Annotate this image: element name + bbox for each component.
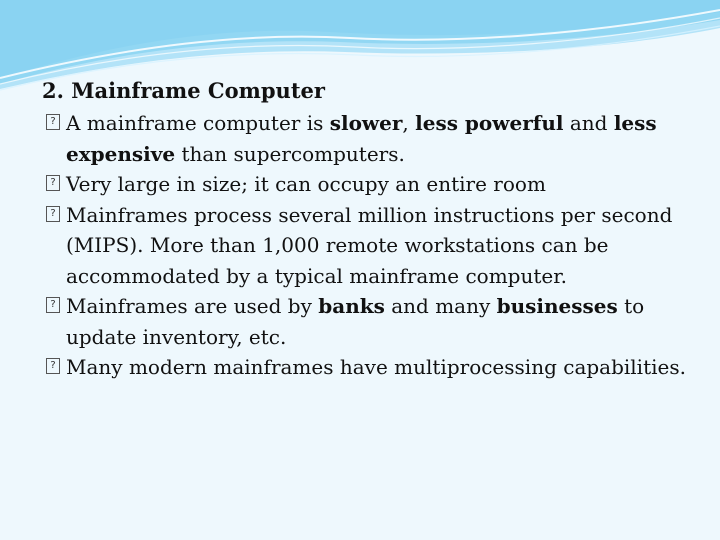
bullet-text xyxy=(66,352,692,383)
bullet-marker-icon xyxy=(42,204,64,224)
emphasized-text: less expensive xyxy=(66,111,657,166)
text-run: A mainframe computer is xyxy=(66,111,330,135)
bullet-text xyxy=(66,108,692,169)
emphasized-text: less powerful xyxy=(415,111,564,135)
slide-title: 2. Mainframe Computer xyxy=(42,78,325,103)
bullet-item xyxy=(42,169,692,200)
emphasized-text: businesses xyxy=(496,294,618,318)
text-run: Many modern mainframes have multiprocessing capabilities. xyxy=(66,355,686,379)
bullet-marker-icon xyxy=(42,356,64,376)
bullet-item xyxy=(42,108,692,169)
text-run: Mainframes are used by xyxy=(66,294,319,318)
text-run: Mainframes process several million instructions per second (MIPS). More than 1,000 remote workstations can be accommodated by a typical mainframe computer. xyxy=(66,202,673,288)
bullet-item xyxy=(42,200,692,292)
bullet-marker-icon xyxy=(42,295,64,315)
bullet-item xyxy=(42,291,692,352)
text-run: than supercomputers. xyxy=(175,141,405,166)
bullet-list xyxy=(42,108,692,383)
text-run: to update inventory, etc. xyxy=(66,294,645,349)
bullet-text xyxy=(66,200,692,292)
bullet-text xyxy=(66,169,692,200)
slide-content xyxy=(42,76,692,383)
emphasized-text: slower xyxy=(329,111,403,135)
bullet-marker-icon xyxy=(42,173,64,193)
emphasized-text: banks xyxy=(318,294,385,318)
text-run: and xyxy=(563,111,614,135)
text-run: , xyxy=(402,111,416,135)
missing-glyph-icon: ? xyxy=(46,297,60,313)
missing-glyph-icon: ? xyxy=(46,114,60,130)
bullet-marker-icon xyxy=(42,112,64,132)
bullet-item xyxy=(42,352,692,383)
text-run: and many xyxy=(384,294,497,318)
text-run: Very large in size; it can occupy an entire room xyxy=(66,172,546,196)
missing-glyph-icon: ? xyxy=(46,175,60,191)
missing-glyph-icon: ? xyxy=(46,358,60,374)
bullet-text xyxy=(66,291,692,352)
missing-glyph-icon: ? xyxy=(46,206,60,222)
